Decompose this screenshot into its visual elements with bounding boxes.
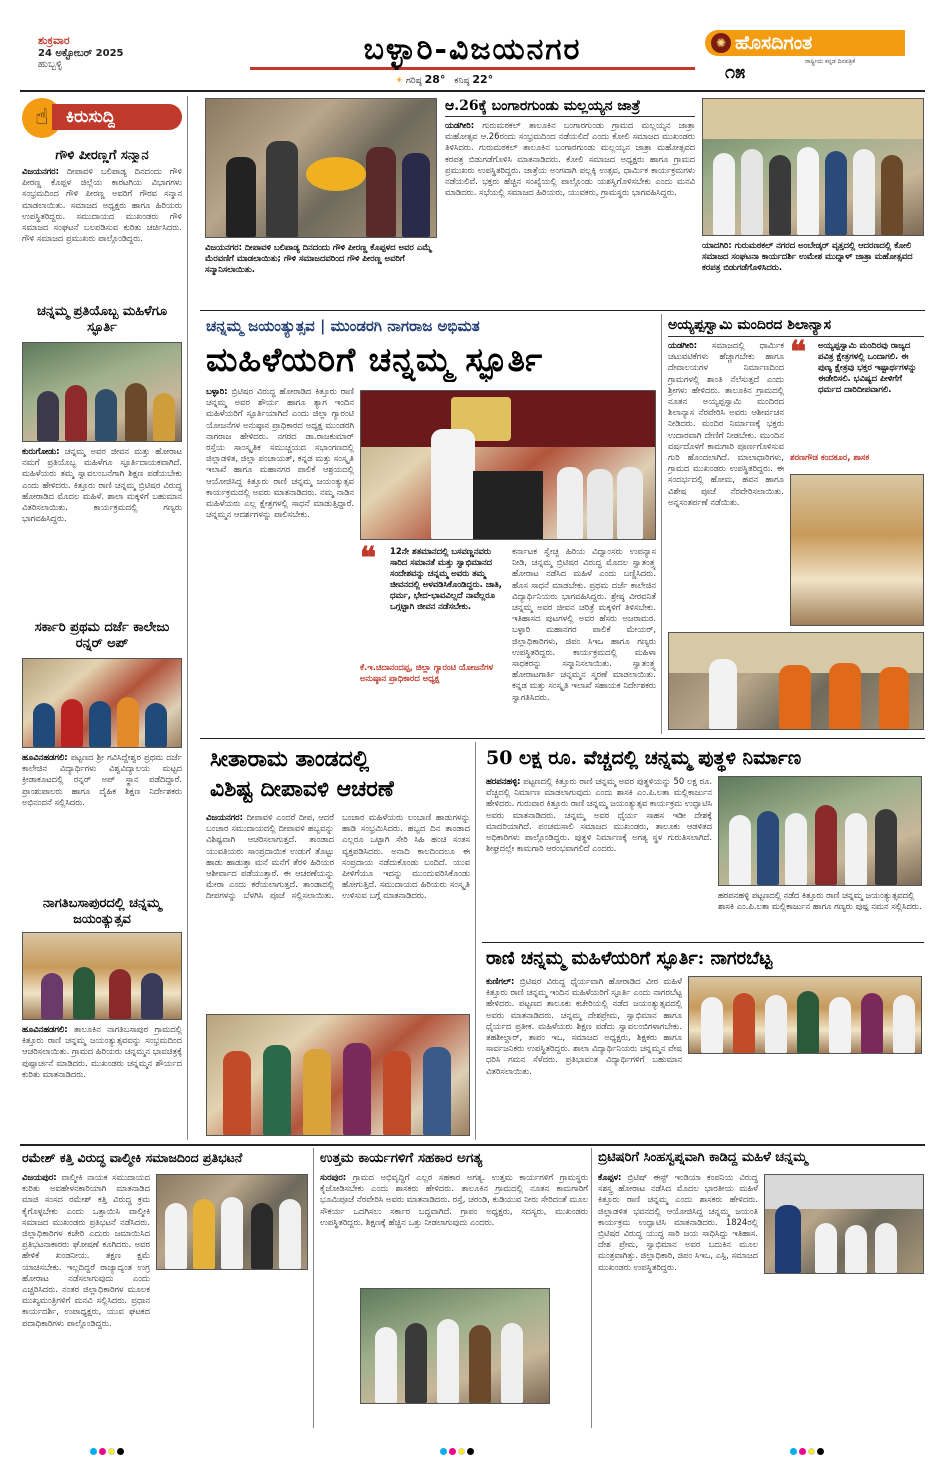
brief-place-2: ಕುರುಗೋಡು:: [22, 446, 60, 456]
top-row-rule: [200, 310, 925, 311]
weather-min-label: ಕನಿಷ್ಠ: [454, 76, 470, 86]
bottom-1-body: [22, 1172, 150, 1426]
ayyappa-quote: [790, 335, 924, 470]
brief-text-4: ತಾಲೂಕಿನ ನಾಗತಿಬಸಾಪುರ ಗ್ರಾಮದಲ್ಲಿ ಕಿತ್ತೂರು ರಾಣಿ ಚನ್ನಮ್ಮ ಜಯಂತ್ಯುತ್ಸವವನ್ನು ಸಂಭ್ರಮದಿಂದ ಆಚರಿಸಲಾಯಿತು. ಗ್ರಾಮದ ಹಿರಿಯರು ಚನ್ನಮ್ಮನ ಭಾವಚಿತ್ರಕ್ಕೆ ಪುಷ್ಪಾರ್ಚನೆ ಮಾಡಿದರು. ಮುಖಂಡರು ಚನ್ನಮ್ಮನ ಶೌರ್ಯದ ಕುರಿತು ಮಾತನಾಡಿದರು.: [22, 1024, 182, 1079]
seetarama-body: [206, 812, 470, 1008]
bottom-2-place: ಸುರಪುರ:: [320, 1172, 347, 1182]
brief-text-2: ಚನ್ನಮ್ಮ ಅವರ ಜೀವನ ಮತ್ತು ಹೋರಾಟ ನಮಗೆ ಪ್ರತಿಯೊಬ್ಬ ಮಹಿಳೆಗೂ ಸ್ಫೂರ್ತಿದಾಯಕವಾಗಿದೆ. ಮಹಿಳೆಯರು ತಮ್ಮ ಸ್ವಾವಲಂಬನೆಗಾಗಿ ಶಿಕ್ಷಣ ಪಡೆಯಬೇಕು ಎಂದು ಹೇಳಿದರು. ಕಿತ್ತೂರು ರಾಣಿ ಚನ್ನಮ್ಮ ಬ್ರಿಟಿಷರ ವಿರುದ್ಧ ಹೋರಾಡಿದ ಮೊದಲ ಮಹಿಳೆ. ಶಾಲಾ ಮಕ್ಕಳಿಗೆ ಬಹುಮಾನ ವಿತರಿಸಲಾಯಿತು. ಕಾರ್ಯಕ್ರಮದಲ್ಲಿ ಗಣ್ಯರು ಭಾಗವಹಿಸಿದ್ದರು.: [22, 446, 182, 524]
lead-quote-text: 12ನೇ ಶತಮಾನದಲ್ಲಿ ಬಸವಣ್ಣನವರು ಸಾರಿದ ಸಮಾನತೆ ಮತ್ತು ಸ್ವಾಭಿಮಾನದ ಸಂದೇಶವನ್ನು ಚನ್ನಮ್ಮ ಅವರು ತಮ್ಮ ಜೀವನದಲ್ಲಿ ಅಳವಡಿಸಿಕೊಂಡಿದ್ದರು. ಜಾತಿ, ಧರ್ಮ, ಭೇದ-ಭಾವವಿಲ್ಲದೆ ನಾವೆಲ್ಲರೂ ಒಗ್ಗಟ್ಟಾಗಿ ಜೀವನ ನಡೆಸಬೇಕು.: [390, 546, 502, 611]
top-photo-2: [702, 98, 924, 236]
section-title: ಬಳ್ಳಾರಿ-ವಿಜಯನಗರ: [363, 32, 582, 67]
ayyappa-text: ಸಮಾಜದಲ್ಲಿ ಧಾರ್ಮಿಕ ಚಟುವಟಿಕೆಗಳು ಹೆಚ್ಚಾಗಬೇಕು ಹಾಗೂ ದೇವಾಲಯಗಳ ನಿರ್ಮಾಣದಿಂದ ಗ್ರಾಮಗಳಲ್ಲಿ ಶಾಂತಿ ನೆಲೆಸುತ್ತದೆ ಎಂದು ಶ್ರೀಗಳು ಹೇಳಿದರು. ತಾಲೂಕಿನ ಗ್ರಾಮದಲ್ಲಿ ನೂತನ ಅಯ್ಯಪ್ಪಸ್ವಾಮಿ ಮಂದಿರದ ಶಿಲಾನ್ಯಾಸ ನೆರವೇರಿಸಿ ಅವರು ಆಶೀರ್ವಚನ ನೀಡಿದರು. ಮಂದಿರ ನಿರ್ಮಾಣಕ್ಕೆ ಭಕ್ತರು ಉದಾರವಾಗಿ ದೇಣಿಗೆ ನೀಡಬೇಕು. ಮುಂದಿನ ವರ್ಷದೊಳಗೆ ಕಾಮಗಾರಿ ಪೂರ್ಣಗೊಳಿಸುವ ಗುರಿ ಹೊಂದಲಾಗಿದೆ. ಮಾಲಾಧಾರಿಗಳು, ಗ್ರಾಮದ ಮುಖಂಡರು ಉಪಸ್ಥಿತರಿದ್ದರು. ಈ ಸಂದರ್ಭದಲ್ಲಿ ಹೋಮ, ಹವನ ಹಾಗೂ ವಿಶೇಷ ಪೂಜೆ ನೆರವೇರಿಸಲಾಯಿತು. ಅನ್ನಸಂತರ್ಪಣೆ ನಡೆಯಿತು.: [668, 340, 784, 507]
jatre-place: ಯಡಗೀರಿ:: [445, 120, 475, 130]
lead-col-1-text: ಬ್ರಿಟಿಷರ ವಿರುದ್ಧ ಹೋರಾಡಿದ ಕಿತ್ತೂರು ರಾಣಿ ಚನ್ನಮ್ಮ ಅವರ ಶೌರ್ಯ ಹಾಗೂ ತ್ಯಾಗ ಇಂದಿನ ಮಹಿಳೆಯರಿಗೆ ಸ್ಫೂರ್ತಿಯಾಗಿದೆ ಎಂದು ಜಿಲ್ಲಾ ಗ್ಯಾರಂಟಿ ಯೋಜನೆಗಳ ಅನುಷ್ಠಾನ ಪ್ರಾಧಿಕಾರದ ಅಧ್ಯಕ್ಷ ಮುಂಡರಗಿ ನಾಗರಾಜ ಹೇಳಿದರು. ನಗರದ ಡಾ.ರಾಜಕುಮಾರ್ ರಸ್ತೆಯ ಸಾಂಸ್ಕೃತಿಕ ಸಮುಚ್ಚಯದ ಸಭಾಂಗಣದಲ್ಲಿ ಜಿಲ್ಲಾಡಳಿತ, ಜಿಲ್ಲಾ ಪಂಚಾಯತ್, ಕನ್ನಡ ಮತ್ತು ಸಂಸ್ಕೃತಿ ಇಲಾಖೆ ಹಾಗೂ ಮಹಾನಗರ ಪಾಲಿಕೆ ಆಶ್ರಯದಲ್ಲಿ ಆಯೋಜಿಸಿದ್ದ ಕಿತ್ತೂರು ರಾಣಿ ಚನ್ನಮ್ಮ ಜಯಂತ್ಯುತ್ಸವ ಕಾರ್ಯಕ್ರಮದಲ್ಲಿ ಅವರು ಮಾತನಾಡಿದರು. ನಮ್ಮ ನಾಡಿನ ಮಹಿಳೆಯರು ಎಲ್ಲ ಕ್ಷೇತ್ರಗಳಲ್ಲಿ ಸಾಧನೆ ಮಾಡುತ್ತಿದ್ದಾರೆ. ಚನ್ನಮ್ಮನ ಆದರ್ಶಗಳನ್ನು ಪಾಲಿಸಬೇಕು.: [206, 386, 354, 520]
ayyappa-photo: [790, 474, 924, 626]
ayyappa-headline: ಅಯ್ಯಪ್ಪಸ್ವಾಮಿ ಮಂದಿರದ ಶಿಲಾನ್ಯಾಸ: [668, 314, 924, 337]
bottom-story-1: [22, 1148, 314, 1428]
jatre-body: [445, 120, 695, 306]
seetarama-headline-1: ಸೀತಾರಾಮ ತಾಂಡದಲ್ಲಿ: [210, 746, 370, 772]
lead-col-2: [512, 546, 656, 726]
lead-story: [200, 314, 662, 734]
brand-box: [705, 30, 905, 86]
pointing-hand-icon: ☝: [22, 98, 62, 138]
kirusuddi-label: ಕಿರುಸುದ್ದಿ: [66, 107, 116, 127]
nagarabetta-photo: [688, 976, 922, 1054]
putthali-story: [482, 742, 924, 940]
lead-col-1: [206, 386, 354, 726]
city-label: ಹುಬ್ಬಳ್ಳಿ: [38, 59, 63, 70]
lead-photo: [360, 390, 656, 540]
kirusuddi-column: [22, 96, 188, 1140]
weather-max: 28°: [424, 73, 446, 86]
weather-max-label: ಗರಿಷ್ಠ: [405, 76, 422, 86]
top-photo-1: [205, 98, 437, 238]
ayyappa-quote-by: ಶರಣಗೌಡ ಕಂದಕೂರ, ಶಾಸಕ: [790, 452, 870, 462]
page-number: ೧೫: [725, 62, 746, 83]
brand-tagline: ರಾಷ್ಟ್ರೀಯ ಕನ್ನಡ ದಿನಪತ್ರಿಕೆ: [805, 58, 856, 65]
masthead: [0, 0, 945, 88]
putthali-photo: [718, 776, 922, 886]
brief-photo-2: [22, 342, 182, 442]
day-label: ಶುಕ್ರವಾರ: [38, 34, 70, 47]
seetarama-story: [200, 742, 476, 1140]
weather: [395, 73, 555, 86]
registration-marks-right: [790, 1440, 860, 1459]
brief-title-2: ಚನ್ನಮ್ಮ ಪ್ರತಿಯೊಬ್ಬ ಮಹಿಳೆಗೂ ಸ್ಫೂರ್ತಿ: [36, 304, 168, 335]
nagarabetta-text: ಬ್ರಿಟಿಷರ ವಿರುದ್ಧ ಧೈರ್ಯವಾಗಿ ಹೋರಾಡಿದ ವೀರ ಮಹಿಳೆ ಕಿತ್ತೂರು ರಾಣಿ ಚನ್ನಮ್ಮ ಇಂದಿನ ಮಹಿಳೆಯರಿಗೆ ಸ್ಫೂರ್ತಿ ಎಂದು ನಾಗರಬೆಟ್ಟ ಹೇಳಿದರು. ಪಟ್ಟಣದ ತಾಲೂಕು ಕಚೇರಿಯಲ್ಲಿ ನಡೆದ ಜಯಂತ್ಯುತ್ಸವದಲ್ಲಿ ಅವರು ಮಾತನಾಡಿದರು. ಚನ್ನಮ್ಮ ದೇಶಪ್ರೇಮ, ಸ್ವಾಭಿಮಾನ ಹಾಗೂ ಧೈರ್ಯದ ಪ್ರತೀಕ. ಮಹಿಳೆಯರು ಶಿಕ್ಷಣ ಪಡೆದು ಸ್ವಾವಲಂಬಿಗಳಾಗಬೇಕು. ತಹಶೀಲ್ದಾರ್, ತಾಪಂ ಇಒ, ಸಮಾಜದ ಅಧ್ಯಕ್ಷರು, ಶಿಕ್ಷಕರು ಹಾಗೂ ಸಾರ್ವಜನಿಕರು ಉಪಸ್ಥಿತರಿದ್ದರು. ಶಾಲಾ ವಿದ್ಯಾರ್ಥಿನಿಯರು ಚನ್ನಮ್ಮನ ವೇಷ ಧರಿಸಿ ಗಮನ ಸೆಳೆದರು. ಪ್ರತಿಭಾವಂತ ವಿದ್ಯಾರ್ಥಿಗಳಿಗೆ ಬಹುಮಾನ ವಿತರಿಸಲಾಯಿತು.: [486, 976, 682, 1076]
nagarabetta-body: [486, 976, 682, 1136]
weather-min: 22°: [472, 73, 494, 86]
bottom-story-2: [320, 1148, 592, 1428]
masthead-rule: [20, 90, 925, 92]
lead-quote: [360, 541, 506, 726]
brief-place-4: ಹೂವಿನಹಡಗಲಿ:: [22, 1024, 68, 1034]
lead-kicker: ಚನ್ನಮ್ಮ ಜಯಂತ್ಯುತ್ಸವ | ಮುಂಡರಗಿ ನಾಗರಾಜ ಅಭಿಮತ: [206, 317, 480, 335]
jatre-headline: ಆ.26ಕ್ಕೆ ಬಂಗಾರಗುಂಡು ಮಲ್ಲಯ್ಯನ ಜಾತ್ರೆ: [445, 96, 695, 117]
bottom-3-body: [598, 1172, 758, 1426]
lead-col-2-text: ಕರ್ನಾಟಕ ಸ್ವೇಚ್ಛ ಹಿರಿಯ ವಿದ್ವಾಂಸರು ಉಪನ್ಯಾಸ ನೀಡಿ, ಚನ್ನಮ್ಮ ಬ್ರಿಟಿಷರ ವಿರುದ್ಧ ಮೊದಲ ಸ್ವಾತಂತ್ರ್ಯ ಹೋರಾಟ ನಡೆಸಿದ ಮಹಿಳೆ ಎಂದು ಬಣ್ಣಿಸಿದರು. ಹೊಸ ಸಾಧನೆ ಮಾಡಬೇಕು. ಪ್ರಥಮ ದರ್ಜೆ ಕಾಲೇಜಿನ ವಿದ್ಯಾರ್ಥಿನಿಯರು ಭಾಗವಹಿಸಿದ್ದರು. ಶ್ರೇಷ್ಠ ವೀರವನಿತೆ ಚನ್ನಮ್ಮ ಅವರ ಜೀವನ ಚರಿತ್ರೆ ಮಕ್ಕಳಿಗೆ ತಿಳಿಸಬೇಕು. ಇತಿಹಾಸದ ಪುಟಗಳಲ್ಲಿ ಅವರ ಹೆಸರು ಅಜರಾಮರ.: [512, 546, 656, 624]
mid-row-rule: [200, 738, 925, 739]
bottom-1-headline: ರಮೇಶ್ ಕತ್ತಿ ವಿರುದ್ಧ ವಾಲ್ಮೀಕಿ ಸಮಾಜದಿಂದ ಪ್ರತಿಭಟನೆ: [22, 1150, 243, 1165]
lamp-icon: ✺: [711, 33, 731, 53]
dateline: [38, 34, 178, 70]
seetarama-headline-2: ವಿಶಿಷ್ಟ ದೀಪಾವಳಿ ಆಚರಣೆ: [210, 776, 394, 802]
lead-quote-by: ಕೆ.ಇ.ಚಿದಾನಂದಪ್ಪ, ಜಿಲ್ಲಾ ಗ್ಯಾರಂಟಿ ಯೋಜನೆಗಳ ಅನುಷ್ಠಾನ ಪ್ರಾಧಿಕಾರದ ಅಧ್ಯಕ್ಷ: [360, 662, 494, 683]
bottom-2-body: [320, 1172, 588, 1282]
registration-marks-left: [90, 1440, 160, 1459]
ayyappa-place: ಯಡಗೀರಿ:: [668, 340, 698, 350]
top-photo-1-caption: ವಿಜಯನಗರ: ದೀಪಾವಳಿ ಬಲಿಪಾಡ್ಯ ದಿನದಂದು ಗೌಳಿ ಪೀರಣ್ಣ ಕೊಪ್ಪಳದ ಅವರ ಎಮ್ಮೆ ಮೆರವಣಿಗೆ ಮಾಡಲಾಯಿತು; ಗೌಳಿ ಸಮಾಜದವರಿಂದ ಗೌಳಿ ಪೀರಣ್ಣ ಅವರಿಗೆ ಸನ್ಮಾನಿಸಲಾಯಿತು.: [205, 242, 432, 274]
ayyappa-quote-text: ಅಯ್ಯಪ್ಪಸ್ವಾಮಿ ಮಂದಿರವು ರಾಜ್ಯದ ಪವಿತ್ರ ಕ್ಷೇತ್ರಗಳಲ್ಲಿ ಒಂದಾಗಲಿ. ಈ ಪುಣ್ಯ ಕ್ಷೇತ್ರವು ಭಕ್ತರ ಇಷ್ಟಾರ್ಥಗಳನ್ನು ಈಡೇರಿಸಲಿ. ಭವಿಷ್ಯದ ಪೀಳಿಗೆಗೆ ಧರ್ಮದ ದಾರಿದೀಪವಾಗಲಿ.: [818, 340, 917, 394]
brief-title-3: ಸರ್ಕಾರಿ ಪ್ರಥಮ ದರ್ಜೆ ಕಾಲೇಜು ರನ್ನರ್ ಅಪ್: [34, 620, 170, 651]
bottom-1-text: ವಾಲ್ಮೀಕಿ ನಾಯಕ ಸಮುದಾಯದ ಕುರಿತು ಅವಹೇಳನಕಾರಿಯಾಗಿ ಮಾತನಾಡಿದ ಮಾಜಿ ಸಂಸದ ರಮೇಶ್ ಕತ್ತಿ ವಿರುದ್ಧ ಕ್ರಮ ಕೈಗೊಳ್ಳಬೇಕು ಎಂದು ಒತ್ತಾಯಿಸಿ ವಾಲ್ಮೀಕಿ ಸಮಾಜದ ಮುಖಂಡರು ಪ್ರತಿಭಟನೆ ನಡೆಸಿದರು. ಜಿಲ್ಲಾಧಿಕಾರಿಗಳ ಕಚೇರಿ ಎದುರು ಜಮಾಯಿಸಿದ ಪ್ರತಿಭಟನಾಕಾರರು ಘೋಷಣೆ ಕೂಗಿದರು. ಅವರ ಹೇಳಿಕೆ ಖಂಡನೀಯ. ತಕ್ಷಣ ಕ್ಷಮೆ ಯಾಚಿಸಬೇಕು. ಇಲ್ಲದಿದ್ದರೆ ರಾಜ್ಯಾದ್ಯಂತ ಉಗ್ರ ಹೋರಾಟ ನಡೆಸಲಾಗುವುದು ಎಂದು ಎಚ್ಚರಿಸಿದರು. ನಂತರ ಜಿಲ್ಲಾಧಿಕಾರಿಗಳ ಮೂಲಕ ಮುಖ್ಯಮಂತ್ರಿಗಳಿಗೆ ಮನವಿ ಸಲ್ಲಿಸಿದರು. ಪ್ರಧಾನ ಕಾರ್ಯದರ್ಶಿ, ಉಪಾಧ್ಯಕ್ಷರು, ಯುವ ಘಟಕದ ಪದಾಧಿಕಾರಿಗಳು ಪಾಲ್ಗೊಂಡಿದ್ದರು.: [22, 1172, 150, 1328]
seetarama-photo: [206, 1014, 470, 1136]
jatre-story: [445, 96, 695, 306]
bottom-1-photo: [156, 1174, 308, 1270]
seetarama-place: ವಿಜಯನಗರ:: [206, 812, 243, 822]
brief-place-3: ಹೂವಿನಹಡಗಲಿ:: [22, 752, 68, 762]
putthali-headline: 50 ಲಕ್ಷ ರೂ. ವೆಚ್ಚದಲ್ಲಿ ಚನ್ನಮ್ಮ ಪುತ್ಥಳಿ ನಿರ್ಮಾಣ: [486, 747, 802, 769]
section-title-box: [250, 30, 695, 70]
brief-body-1: [22, 166, 182, 318]
brief-title-4: ನಾಗತಿಬಸಾಪುರದಲ್ಲಿ ಚನ್ನಮ್ಮ ಜಯಂತ್ಯುತ್ಸವ: [42, 896, 162, 927]
bottom-top-rule: [20, 1144, 925, 1146]
brief-body-4: [22, 1024, 182, 1136]
date-label: 24 ಅಕ್ಟೋಬರ್ 2025: [38, 48, 124, 59]
putthali-place: ಹರಪನಹಳ್ಳಿ:: [486, 776, 521, 786]
seetarama-text: ದೀಪಾವಳಿ ಎಂದರೆ ದೀಪ, ಆದರೆ ಬಂಜಾರ ಸಮುದಾಯದಲ್ಲಿ ದೀಪಾವಳಿ ಹಬ್ಬವನ್ನು ವಿಶಿಷ್ಟವಾಗಿ ಆಚರಿಸಲಾಗುತ್ತದೆ. ತಾಂಡಾದ ಯುವತಿಯರು ಸಾಂಪ್ರದಾಯಿಕ ಉಡುಗೆ ತೊಟ್ಟು ಹಾಡು ಹಾಡುತ್ತಾ ಮನೆ ಮನೆಗೆ ತೆರಳಿ ಹಿರಿಯರ ಆಶೀರ್ವಾದ ಪಡೆಯುತ್ತಾರೆ. ಈ ಆಚರಣೆಯನ್ನು ಮೇರಾ ಎಂದು ಕರೆಯಲಾಗುತ್ತದೆ. ತಾಂಡಾದಲ್ಲಿ ದೀಪಗಳನ್ನು ಬೆಳಗಿಸಿ ಪೂಜೆ ಸಲ್ಲಿಸಲಾಯಿತು. ಬಂಜಾರ ಮಹಿಳೆಯರು ಲಂಬಾಣಿ ಹಾಡುಗಳನ್ನು ಹಾಡಿ ಸಂಭ್ರಮಿಸಿದರು. ಹಬ್ಬದ ದಿನ ತಾಂಡಾದ ಎಲ್ಲರೂ ಒಟ್ಟಾಗಿ ಸೇರಿ ಸಿಹಿ ಹಂಚಿ ಸಂತಸ ವ್ಯಕ್ತಪಡಿಸಿದರು. ಅನಾದಿ ಕಾಲದಿಂದಲೂ ಈ ಸಂಪ್ರದಾಯ ನಡೆದುಕೊಂಡು ಬಂದಿದೆ. ಯುವ ಪೀಳಿಗೆಯೂ ಇದನ್ನು ಮುಂದುವರಿಸಿಕೊಂಡು ಹೋಗುತ್ತಿದೆ. ಸಮುದಾಯದ ಹಿರಿಯರು ಸಂಸ್ಕೃತಿ ಉಳಿಸುವ ಬಗ್ಗೆ ಮಾತನಾಡಿದರು.: [206, 812, 470, 901]
nagarabetta-story: [482, 946, 924, 1140]
lead-headline: ಮಹಿಳೆಯರಿಗೆ ಚನ್ನಮ್ಮ ಸ್ಫೂರ್ತಿ: [206, 340, 544, 379]
bottom-3-text: ಬ್ರಿಟಿಷ್ ಈಸ್ಟ್ ಇಂಡಿಯಾ ಕಂಪನಿಯ ವಿರುದ್ಧ ಸಶಸ್ತ್ರ ಹೋರಾಟ ನಡೆಸಿದ ಮೊದಲ ಭಾರತೀಯ ಮಹಿಳೆ ಕಿತ್ತೂರು ರಾಣಿ ಚನ್ನಮ್ಮ ಎಂದು ಶಾಸಕರು ಹೇಳಿದರು. ಜಿಲ್ಲಾಡಳಿತ ಭವನದಲ್ಲಿ ಆಯೋಜಿಸಿದ್ದ ಚನ್ನಮ್ಮ ಜಯಂತಿ ಕಾರ್ಯಕ್ರಮ ಉದ್ಘಾಟಿಸಿ ಮಾತನಾಡಿದರು. 1824ರಲ್ಲಿ ಬ್ರಿಟಿಷರ ವಿರುದ್ಧ ಯುದ್ಧ ಸಾರಿ ಜಯ ಸಾಧಿಸಿದ್ದು ಇತಿಹಾಸ. ದೇಶ ಪ್ರೇಮ, ಸ್ವಾಭಿಮಾನ ಅವರ ಬದುಕಿನ ಮೂಲ ಮಂತ್ರವಾಗಿತ್ತು. ಜಿಲ್ಲಾಧಿಕಾರಿ, ಜಿಪಂ ಸಿಇಒ, ಎಸ್ಪಿ, ಸಮಾಜದ ಮುಖಂಡರು ಉಪಸ್ಥಿತರಿದ್ದರು.: [598, 1172, 758, 1272]
bottom-3-photo: [764, 1174, 924, 1274]
nagarabetta-headline: ರಾಣಿ ಚನ್ನಮ್ಮ ಮಹಿಳೆಯರಿಗೆ ಸ್ಫೂರ್ತಿ: ನಾಗರಬೆಟ್ಟ: [486, 948, 773, 969]
brief-place-1: ವಿಜಯನಗರ:: [22, 166, 59, 176]
registration-marks-center: [440, 1440, 510, 1459]
bottom-3-place: ಕೊಪ್ಪಳ:: [598, 1172, 622, 1182]
ayyappa-photo-2: [668, 632, 924, 730]
putthali-text: ಪಟ್ಟಣದಲ್ಲಿ ಕಿತ್ತೂರು ರಾಣಿ ಚನ್ನಮ್ಮ ಅವರ ಪುತ್ಥಳಿಯನ್ನು 50 ಲಕ್ಷ ರೂ. ವೆಚ್ಚದಲ್ಲಿ ನಿರ್ಮಾಣ ಮಾಡಲಾಗುವುದು ಎಂದು ಶಾಸಕಿ ಎಂ.ಪಿ.ಲತಾ ಮಲ್ಲಿಕಾರ್ಜುನ ಹೇಳಿದರು. ಗುರುವಾರ ಕಿತ್ತೂರು ರಾಣಿ ಚನ್ನಮ್ಮ ಜಯಂತ್ಯುತ್ಸವ ಕಾರ್ಯಕ್ರಮ ಉದ್ಘಾಟಿಸಿ ಅವರು ಮಾತನಾಡಿದರು. ಚನ್ನಮ್ಮ ಅವರ ಧೈರ್ಯ ಸಾಹಸ ಇಡೀ ದೇಶಕ್ಕೆ ಮಾದರಿಯಾಗಿದೆ. ಪಂಚಮಸಾಲಿ ಸಮಾಜದ ಮುಖಂಡರು, ತಾಲೂಕು ಆಡಳಿತದ ಅಧಿಕಾರಿಗಳು ಪಾಲ್ಗೊಂಡಿದ್ದರು. ಪುತ್ಥಳಿ ನಿರ್ಮಾಣಕ್ಕೆ ಅಗತ್ಯ ಸ್ಥಳ ಗುರುತಿಸಲಾಗಿದೆ. ಶೀಘ್ರದಲ್ಲೇ ಕಾಮಗಾರಿ ಆರಂಭವಾಗಲಿದೆ ಎಂದರು.: [486, 776, 712, 854]
sun-icon: ☀: [395, 76, 404, 86]
putthali-photo-caption: ಹರಪನಹಳ್ಳಿ ಪಟ್ಟಣದಲ್ಲಿ ನಡೆದ ಕಿತ್ತೂರು ರಾಣಿ ಚನ್ನಮ್ಮ ಜಯಂತ್ಯುತ್ಸವದಲ್ಲಿ ಶಾಸಕಿ ಎಂ.ಪಿ.ಲತಾ ಮಲ್ಲಿಕಾರ್ಜುನ ಹಾಗೂ ಗಣ್ಯರು ಪುಷ್ಪ ನಮನ ಸಲ್ಲಿಸಿದರು.: [718, 890, 922, 911]
kirusuddi-header: [22, 96, 182, 140]
lead-col-3-text: ಬಳ್ಳಾರಿ ಮಹಾನಗರ ಪಾಲಿಕೆ ಮೇಯರ್, ಜಿಲ್ಲಾಧಿಕಾರಿಗಳು, ಜಿಪಂ ಸಿಇಒ ಹಾಗೂ ಗಣ್ಯರು ಉಪಸ್ಥಿತರಿದ್ದರು. ಕಾರ್ಯಕ್ರಮದಲ್ಲಿ ಮಹಿಳಾ ಸಾಧಕರನ್ನು ಸನ್ಮಾನಿಸಲಾಯಿತು. ಸ್ವಾತಂತ್ರ್ಯ ಹೋರಾಟಗಾರ್ತಿ ಚನ್ನಮ್ಮನ ಸ್ಮರಣೆ ಮಾಡಲಾಯಿತು. ಕನ್ನಡ ಮತ್ತು ಸಂಸ್ಕೃತಿ ಇಲಾಖೆ ಸಹಾಯಕ ನಿರ್ದೇಶಕರು ಸ್ವಾಗತಿಸಿದರು.: [512, 624, 656, 702]
brief-body-3: [22, 752, 182, 892]
brief-text-3: ಪಟ್ಟಣದ ಶ್ರೀ ಗವಿಸಿದ್ದೇಶ್ವರ ಪ್ರಥಮ ದರ್ಜೆ ಕಾಲೇಜಿನ ವಿದ್ಯಾರ್ಥಿಗಳು ವಿಶ್ವವಿದ್ಯಾಲಯ ಮಟ್ಟದ ಕ್ರೀಡಾಕೂಟದಲ್ಲಿ ರನ್ನರ್ ಅಪ್ ಸ್ಥಾನ ಪಡೆದಿದ್ದಾರೆ. ಪ್ರಾಂಶುಪಾಲರು ಹಾಗೂ ದೈಹಿಕ ಶಿಕ್ಷಣ ನಿರ್ದೇಶಕರು ಅಭಿನಂದನೆ ಸಲ್ಲಿಸಿದರು.: [22, 752, 182, 807]
ayyappa-col-1: [668, 340, 784, 626]
bottom-2-headline: ಉತ್ತಮ ಕಾರ್ಯಗಳಿಗೆ ಸಹಕಾರ ಅಗತ್ಯ: [320, 1150, 483, 1166]
quote-mark-icon: ❝: [360, 541, 377, 576]
putthali-rule: [482, 942, 924, 943]
brief-text-1: ದೀಪಾವಳಿ ಬಲಿಪಾಡ್ಯ ದಿನದಂದು ಗೌಳಿ ಪೀರಣ್ಣ ಕೊಪ್ಪಳ ಜಿಲ್ಲೆಯ ಕಾರಟಗಿಯ ವಿಭಾಗಗಳು ಸಂಭ್ರಮದಿಂದ ಗೌಳಿ ಪೀರಣ್ಣ ಅವರಿಗೆ ಗೌರವ ಸನ್ಮಾನ ಮಾಡಲಾಯಿತು. ಸಮಾಜದ ಅಧ್ಯಕ್ಷರು ಹಾಗೂ ಹಿರಿಯರು ಉಪಸ್ಥಿತರಿದ್ದರು. ಸಮುದಾಯದ ಮುಖಂಡರು ಗೌಳಿ ಸಮಾಜದ ಸಂಘಟನೆ ಬಲಪಡಿಸುವ ಕುರಿತು ಚರ್ಚಿಸಿದರು. ಗೌಳಿ ಸಮಾಜದ ಪ್ರಮುಖರು ಪಾಲ್ಗೊಂಡಿದ್ದರು.: [22, 166, 182, 244]
bottom-3-headline: ಬ್ರಿಟಿಷರಿಗೆ ಸಿಂಹಸ್ವಪ್ನವಾಗಿ ಕಾಡಿದ್ದ ಮಹಿಳೆ ಚನ್ನಮ್ಮ: [598, 1150, 808, 1165]
bottom-story-3: [598, 1148, 924, 1428]
ayyappa-story: [668, 314, 924, 734]
lead-place: ಬಳ್ಳಾರಿ:: [206, 386, 228, 396]
brief-title-1: ಗೌಳಿ ಪೀರಣ್ಣಗೆ ಸನ್ಮಾನ: [55, 148, 149, 163]
brief-photo-3: [22, 658, 182, 748]
brand-name: ಹೊಸದಿಗಂತ: [735, 32, 813, 54]
jatre-text: ಗುರುಮಠಕಲ್ ತಾಲೂಕಿನ ಬಂಗಾರಗುಂಡು ಗ್ರಾಮದ ಮಲ್ಲಯ್ಯನ ಜಾತ್ರಾ ಮಹೋತ್ಸವ ಆ.26ರಂದು ಸಂಭ್ರಮದಿಂದ ನಡೆಯಲಿದೆ ಎಂದು ಕೋಲಿ ಸಮಾಜದ ಮುಖಂಡರು ತಿಳಿಸಿದರು. ಗುರುಮಠಕಲ್ ತಾಲೂಕಿನ ಬಂಗಾರಗುಂಡು ಮಲ್ಲಯ್ಯನ ಜಾತ್ರಾ ಮಹೋತ್ಸವದ ಕರಪತ್ರ ಬಿಡುಗಡೆಗೊಳಿಸಿ ಮಾತನಾಡಿದರು. ಕೋಲಿ ಸಮಾಜದ ಅಧ್ಯಕ್ಷರು ಹಾಗೂ ಗ್ರಾಮದ ಪ್ರಮುಖರು ಉಪಸ್ಥಿತರಿದ್ದರು. ಜಾತ್ರೆಯ ಅಂಗವಾಗಿ ಪಲ್ಲಕ್ಕಿ ಉತ್ಸವ, ಧಾರ್ಮಿಕ ಕಾರ್ಯಕ್ರಮಗಳು ನಡೆಯಲಿವೆ. ಭಕ್ತರು ಹೆಚ್ಚಿನ ಸಂಖ್ಯೆಯಲ್ಲಿ ಪಾಲ್ಗೊಂಡು ಯಶಸ್ವಿಗೊಳಿಸಬೇಕು ಎಂದು ಮನವಿ ಮಾಡಿದರು. ಸಭೆಯಲ್ಲಿ ಸಮಾಜದ ಹಿರಿಯರು, ಯುವಕರು, ಗ್ರಾಮಸ್ಥರು ಭಾಗವಹಿಸಿದ್ದರು.: [445, 120, 695, 198]
brief-photo-4: [22, 932, 182, 1020]
bottom-1-place: ವಿಜಯಪುರ:: [22, 1172, 57, 1182]
nagarabetta-place: ಕುಣಿಗಲ್:: [486, 976, 515, 986]
bottom-2-text: ಗ್ರಾಮದ ಅಭಿವೃದ್ಧಿಗೆ ಎಲ್ಲರ ಸಹಕಾರ ಅಗತ್ಯ. ಉತ್ತಮ ಕಾರ್ಯಗಳಿಗೆ ಗ್ರಾಮಸ್ಥರು ಕೈಜೋಡಿಸಬೇಕು ಎಂದು ಶಾಸಕರು ಹೇಳಿದರು. ತಾಲೂಕಿನ ಗ್ರಾಮದಲ್ಲಿ ನೂತನ ಕಾಮಗಾರಿಗೆ ಭೂಮಿಪೂಜೆ ನೆರವೇರಿಸಿ ಅವರು ಮಾತನಾಡಿದರು. ರಸ್ತೆ, ಚರಂಡಿ, ಕುಡಿಯುವ ನೀರು ಸೇರಿದಂತೆ ಮೂಲ ಸೌಕರ್ಯ ಒದಗಿಸಲು ಸರ್ಕಾರ ಬದ್ಧವಾಗಿದೆ. ಗ್ರಾಪಂ ಅಧ್ಯಕ್ಷರು, ಸದಸ್ಯರು, ಮುಖಂಡರು ಉಪಸ್ಥಿತರಿದ್ದರು. ಶಿಕ್ಷಣಕ್ಕೆ ಹೆಚ್ಚಿನ ಒತ್ತು ನೀಡಲಾಗುವುದು ಎಂದರು.: [320, 1172, 588, 1227]
bottom-2-photo: [360, 1288, 550, 1404]
putthali-body: [486, 776, 712, 936]
top-photo-2-caption: ಯಾದಗಿರಿ: ಗುರುಮಠಕಲ್ ನಗರದ ಅಂಬೇಡ್ಕರ್ ವೃತ್ತದಲ್ಲಿ ಆದರಣದಲ್ಲಿ ಕೋಲಿ ಸಮಾಜದ ಸಂಘಟನಾ ಕಾರ್ಯದರ್ಶಿ ಉಮೇಶ ಮುದ್ನಾಳ್ ಜಾತ್ರಾ ಮಹೋತ್ಸವದ ಕರಪತ್ರ ಬಿಡುಗಡೆಗೊಳಿಸಿದರು.: [702, 240, 913, 272]
ayyappa-quote-icon: ❝: [790, 335, 807, 370]
